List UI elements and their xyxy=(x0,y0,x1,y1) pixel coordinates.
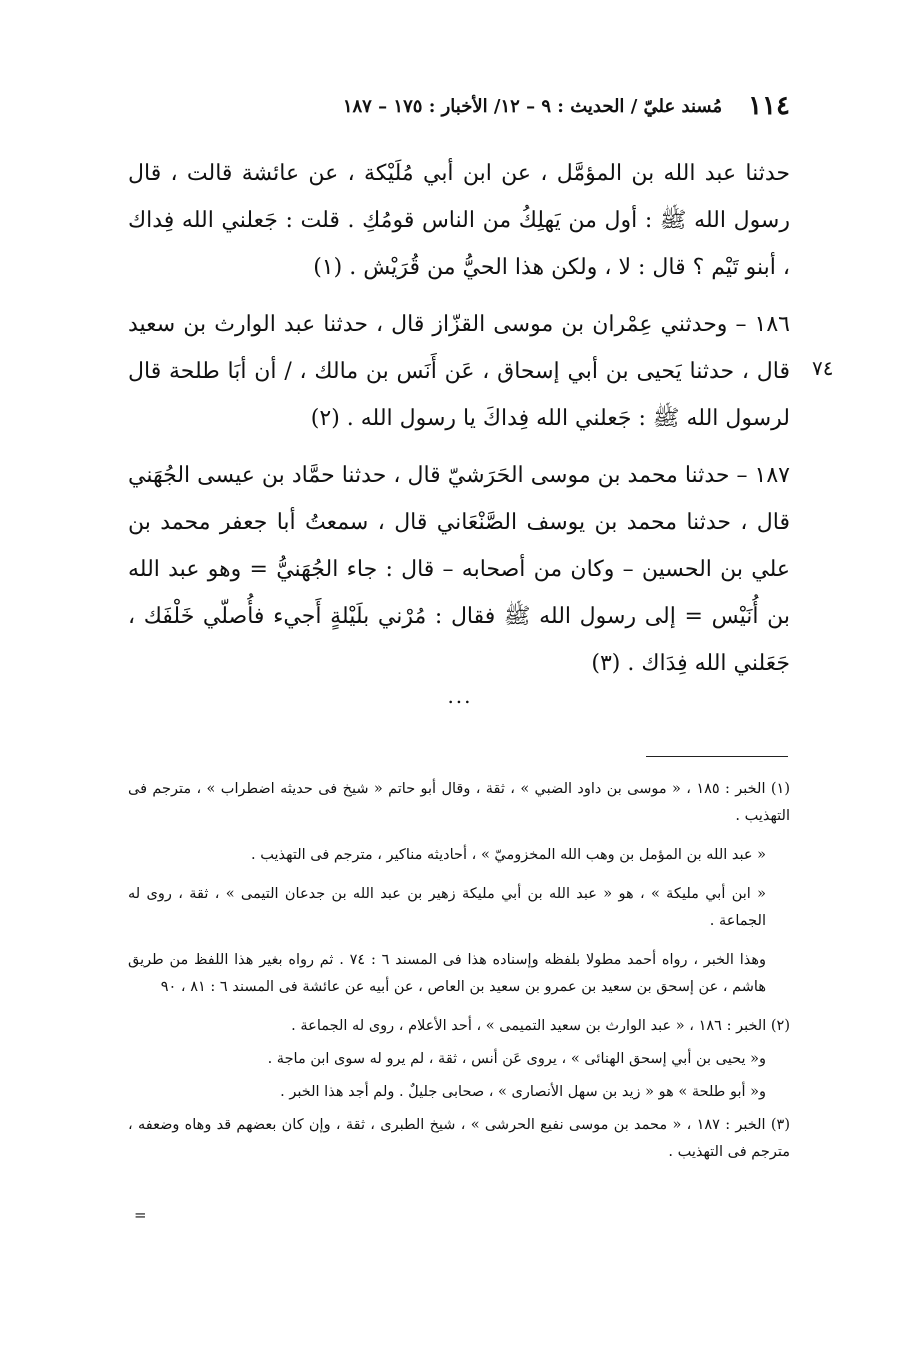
main-text xyxy=(128,150,790,687)
footnotes xyxy=(128,776,790,1172)
footnote: وهذا الخبر ، رواه أحمد مطولا بلفظه وإسناده هذا فى المسند ٦ : ٧٤ . ثم رواه بغير هذا اللفظ من طريق هاشم ، عن إسحق بن سعيد بن عمرو بن سعيد بن العاص ، عن أبيه عن عائشة فى المسند ٦ : ٨١ ، ٩٠ xyxy=(128,952,767,995)
page-header xyxy=(232,86,790,126)
margin-page-reference: ٧٤ xyxy=(812,356,834,380)
hadith-paragraph: ١٨٧ – حدثنا محمد بن موسى الحَرَشيّ قال ، حدثنا حمَّاد بن عيسى الجُهَني قال ، حدثنا محمد بن يوسف الصَّنْعَاني قال ، سمعتُ أبا جعفر محمد بن علي بن الحسين – وكان من أصحابه – قال : جاء الجُهَنيُّ = وهو عبد الله بن أُنَيْس = إلى رسول الله ﷺ فقال : مُرْني بلَيْلةٍ أَجيء فأُصلّي خَلْفَك ، جَعَلني الله فِدَاك . (٣) xyxy=(128,463,790,676)
running-title: مُسند عليّ / الحديث : ٩ – ١٢/ الأخبار : ١٧٥ – ١٨٧ xyxy=(342,95,723,117)
footnote: و« يحيى بن أبي إسحق الهنائى » ، يروى عَن أنس ، ثقة ، لم يرو له سوى ابن ماجة . xyxy=(267,1051,766,1067)
continuation-mark: = xyxy=(134,1206,147,1224)
section-ellipsis: ... xyxy=(447,684,473,708)
footnote: و« أبو طلحة » هو « زيد بن سهل الأنصارى » ، صحابى جليلٌ . ولم أجد هذا الخبر . xyxy=(280,1084,766,1100)
footnote-separator xyxy=(646,756,788,757)
hadith-paragraph: ١٨٦ – وحدثني عِمْران بن موسى القزّاز قال ، حدثنا عبد الوارث بن سعيد قال ، حدثنا يَحيى بن أبي إسحاق ، عَن أَنَس بن مالك ، / أن أبَا طلحة قال لرسول الله ﷺ : جَعلني الله فِداكَ يا رسول الله . (٢) xyxy=(128,312,790,431)
footnote: « عبد الله بن المؤمل بن وهب الله المخزوميّ » ، أحاديثه مناكير ، مترجم فى التهذيب . xyxy=(251,847,766,863)
hadith-paragraph: حدثنا عبد الله بن المؤمَّل ، عن ابن أبي مُلَيْكة ، عن عائشة قالت ، قال رسول الله ﷺ : أول من يَهلِكُ من الناس قومُكِ . قلت : جَعلني الله فِداك ، أبنو تَيْم ؟ قال : لا ، ولكن هذا الحيُّ من قُرَيْش . (١) xyxy=(128,161,790,280)
footnote: (٢) الخبر : ١٨٦ ، « عبد الوارث بن سعيد التميمى » ، أحد الأعلام ، روى له الجماعة . xyxy=(291,1018,790,1034)
page-number: ١١٤ xyxy=(748,91,790,121)
footnote: (٣) الخبر : ١٨٧ ، « محمد بن موسى نفيع الحرشى » ، شيخ الطبرى ، ثقة ، وإن كان بعضهم قد وهاه وضعفه ، مترجم فى التهذيب . xyxy=(128,1117,790,1160)
footnote: « ابن أبي مليكة » ، هو « عبد الله بن أبي مليكة زهير بن عبد الله بن جدعان التيمى » ، ثقة ، روى له الجماعة . xyxy=(128,886,766,929)
footnote: (١) الخبر : ١٨٥ ، « موسى بن داود الضبي » ، ثقة ، وقال أبو حاتم « شيخ فى حديثه اضطراب » ، مترجم فى التهذيب . xyxy=(128,781,790,824)
